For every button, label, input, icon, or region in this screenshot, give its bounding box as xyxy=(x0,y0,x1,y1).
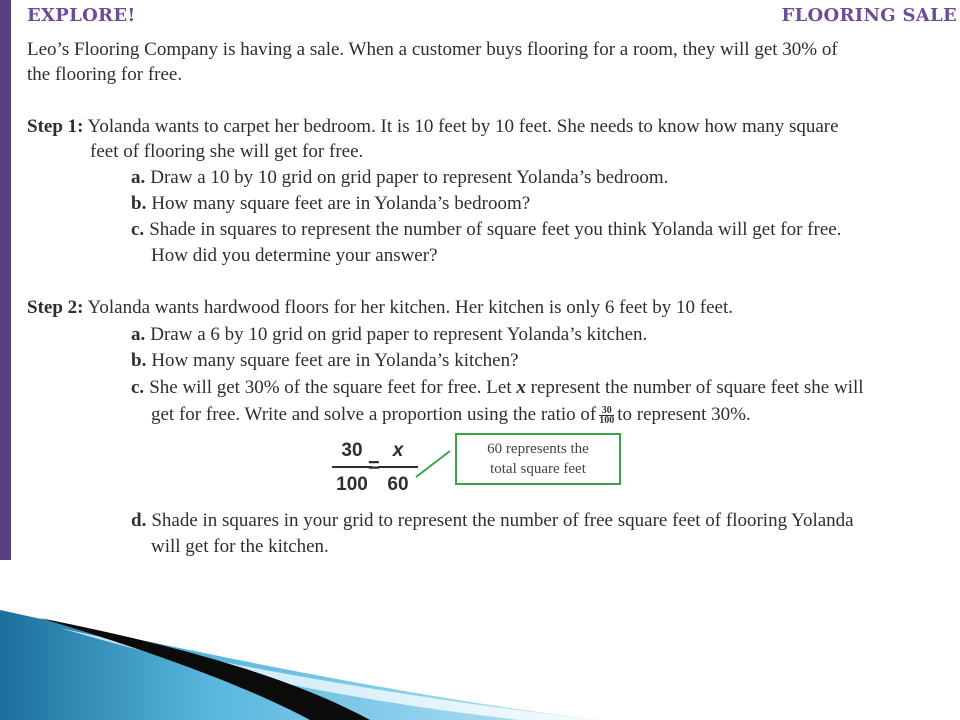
callout-box xyxy=(455,433,621,485)
item-text-cont: to represent 30%. xyxy=(617,404,751,425)
step2-label: Step 2: xyxy=(27,297,84,318)
left-denominator: 100 xyxy=(336,474,368,495)
item-text: How many square feet are in Yolanda’s kitchen? xyxy=(151,350,519,371)
callout-line-2: total square feet xyxy=(490,461,586,477)
item-text: Draw a 6 by 10 grid on grid paper to represent Yolanda’s kitchen. xyxy=(150,324,648,345)
fraction-bar xyxy=(332,466,372,468)
item-text-cont: represent the number of square feet she will xyxy=(530,377,864,398)
variable-x: x xyxy=(516,377,526,398)
step2-item-b xyxy=(131,349,519,373)
intro-line-2: the flooring for free. xyxy=(27,64,183,85)
item-label: c. xyxy=(131,377,145,398)
item-text: get for free. Write and solve a proportion using the ratio of xyxy=(151,404,597,425)
step1-item-a xyxy=(131,166,668,190)
step1-line-1 xyxy=(27,115,839,139)
item-label: d. xyxy=(131,510,147,531)
step2-item-a xyxy=(131,323,647,347)
step1-line-2: feet of flooring she will get for free. xyxy=(90,141,364,162)
step2-line-1 xyxy=(27,296,733,320)
section-heading: EXPLORE! xyxy=(27,5,136,26)
item-label: b. xyxy=(131,193,147,214)
step1-text: Yolanda wants to carpet her bedroom. It is 10 feet by 10 feet. She needs to know how many square xyxy=(87,116,839,137)
equals-sign: = xyxy=(368,455,380,477)
right-denominator: 60 xyxy=(387,474,409,495)
step1-item-c xyxy=(131,218,841,242)
step1-item-b xyxy=(131,192,530,216)
step2-item-c-line-2 xyxy=(151,403,751,427)
step2-text: Yolanda wants hardwood floors for her kitchen. Her kitchen is only 6 feet by 10 feet. xyxy=(87,297,734,318)
ratio-numerator: 30 xyxy=(601,405,612,417)
item-text: Shade in squares to represent the number of square feet you think Yolanda will get for free. xyxy=(149,219,842,240)
item-text: Draw a 10 by 10 grid on grid paper to represent Yolanda’s bedroom. xyxy=(150,167,669,188)
intro-line-1: Leo’s Flooring Company is having a sale. When a customer buys flooring for a room, they will get 30% of xyxy=(27,39,838,60)
right-numerator: x xyxy=(392,440,404,461)
item-text: She will get 30% of the square feet for free. Let xyxy=(149,377,512,398)
step2-item-c xyxy=(131,376,864,400)
ratio-fraction xyxy=(599,406,614,425)
item-label: c. xyxy=(131,219,145,240)
fraction-bar xyxy=(378,466,418,468)
step1-item-c-line-2: How did you determine your answer? xyxy=(151,245,438,266)
item-label: b. xyxy=(131,350,147,371)
left-accent-bar xyxy=(0,0,11,560)
left-numerator: 30 xyxy=(341,440,363,461)
item-label: a. xyxy=(131,167,146,188)
item-label: a. xyxy=(131,324,146,345)
step2-item-d-line-2: will get for the kitchen. xyxy=(151,536,329,557)
item-text: How many square feet are in Yolanda’s bedroom? xyxy=(151,193,531,214)
step1-label: Step 1: xyxy=(27,116,84,137)
decorative-swoosh xyxy=(0,590,960,720)
activity-title: FLOORING SALE xyxy=(781,5,957,26)
ratio-denominator: 100 xyxy=(599,415,615,427)
callout-line-1: 60 represents the xyxy=(487,441,589,457)
item-text: Shade in squares in your grid to represent the number of free square feet of flooring Yolanda xyxy=(151,510,854,531)
step2-item-d xyxy=(131,509,854,533)
